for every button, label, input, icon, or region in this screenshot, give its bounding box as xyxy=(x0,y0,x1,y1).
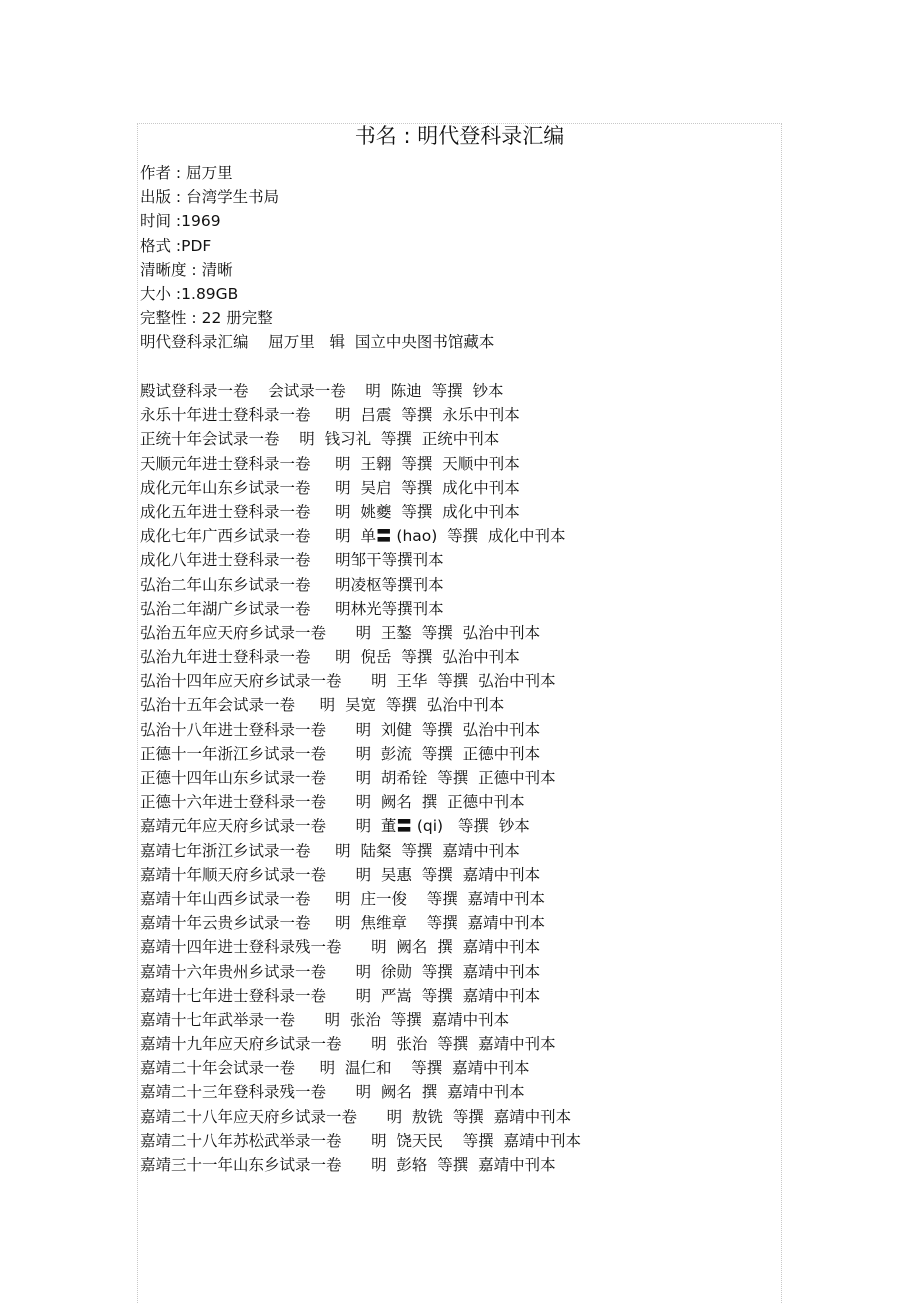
list-item: 嘉靖二十八年应天府乡试录一卷 明 敖铣 等撰 嘉靖中刊本 xyxy=(140,1107,572,1126)
list-item: 天顺元年进士登科录一卷 明 王翱 等撰 天顺中刊本 xyxy=(140,454,520,473)
list-item: 成化七年广西乡试录一卷 明 单〓 (hao) 等撰 成化中刊本 xyxy=(140,527,566,546)
list-item: 永乐十年进士登科录一卷 明 吕震 等撰 永乐中刊本 xyxy=(140,406,520,425)
list-item: 成化五年进士登科录一卷 明 姚夔 等撰 成化中刊本 xyxy=(140,502,520,521)
list-item: 殿试登科录一卷 会试录一卷 明 陈迪 等撰 钞本 xyxy=(140,382,504,400)
list-item: 成化八年进士登科录一卷 明邹干等撰刊本 xyxy=(140,551,444,570)
list-item: 弘治二年湖广乡试录一卷 明林光等撰刊本 xyxy=(140,599,444,618)
list-item: 弘治十四年应天府乡试录一卷 明 王华 等撰 弘治中刊本 xyxy=(140,672,556,691)
list-item: 弘治十八年进士登科录一卷 明 刘健 等撰 弘治中刊本 xyxy=(140,720,541,739)
list-item: 嘉靖十年顺天府乡试录一卷 明 吴惠 等撰 嘉靖中刊本 xyxy=(140,865,541,884)
list-item: 嘉靖二十年会试录一卷 明 温仁和 等撰 嘉靖中刊本 xyxy=(140,1059,530,1078)
list-item: 正德十一年浙江乡试录一卷 明 彭流 等撰 正德中刊本 xyxy=(140,744,541,763)
book-title: 书名 : 明代登科录汇编 xyxy=(354,124,565,148)
meta-collection-note: 明代登科录汇编 屈万里 辑 国立中央图书馆藏本 xyxy=(140,333,495,352)
meta-author: 作者 : 屈万里 xyxy=(140,164,233,182)
list-item: 嘉靖二十三年登科录残一卷 明 阙名 撰 嘉靖中刊本 xyxy=(140,1083,525,1102)
list-item: 嘉靖十七年武举录一卷 明 张治 等撰 嘉靖中刊本 xyxy=(140,1010,510,1029)
meta-date: 时间 :1969 xyxy=(140,212,221,231)
list-item: 嘉靖七年浙江乡试录一卷 明 陆粲 等撰 嘉靖中刊本 xyxy=(140,841,520,860)
list-item: 嘉靖十六年贵州乡试录一卷 明 徐勋 等撰 嘉靖中刊本 xyxy=(140,962,541,981)
book-meta-list xyxy=(140,161,494,355)
list-item: 嘉靖三十一年山东乡试录一卷 明 彭辂 等撰 嘉靖中刊本 xyxy=(140,1156,556,1174)
list-item: 正统十年会试录一卷 明 钱习礼 等撰 正统中刊本 xyxy=(140,430,500,449)
list-item: 嘉靖十九年应天府乡试录一卷 明 张治 等撰 嘉靖中刊本 xyxy=(140,1035,556,1054)
list-item: 正德十六年进士登科录一卷 明 阙名 撰 正德中刊本 xyxy=(140,793,525,812)
list-item: 嘉靖十年云贵乡试录一卷 明 焦维章 等撰 嘉靖中刊本 xyxy=(140,914,546,933)
list-item: 弘治十五年会试录一卷 明 吴宽 等撰 弘治中刊本 xyxy=(140,696,505,715)
list-item: 嘉靖二十八年苏松武举录一卷 明 饶天民 等撰 嘉靖中刊本 xyxy=(140,1131,581,1150)
meta-size: 大小 :1.89GB xyxy=(140,284,239,303)
list-item: 弘治九年进士登科录一卷 明 倪岳 等撰 弘治中刊本 xyxy=(140,648,520,667)
list-item: 嘉靖元年应天府乡试录一卷 明 董〓 (qi) 等撰 钞本 xyxy=(140,817,530,836)
entry-list xyxy=(140,379,581,1177)
meta-format: 格式 :PDF xyxy=(140,236,212,255)
list-item: 成化元年山东乡试录一卷 明 吴启 等撰 成化中刊本 xyxy=(140,478,520,497)
list-item: 弘治二年山东乡试录一卷 明凌枢等撰刊本 xyxy=(140,575,444,594)
meta-completeness: 完整性 : 22 册完整 xyxy=(140,309,273,328)
list-item: 嘉靖十四年进士登科录残一卷 明 阙名 撰 嘉靖中刊本 xyxy=(140,938,541,957)
meta-clarity: 清晰度 : 清晰 xyxy=(140,260,233,279)
meta-publisher: 出版 : 台湾学生书局 xyxy=(140,188,280,207)
list-item: 正德十四年山东乡试录一卷 明 胡希铨 等撰 正德中刊本 xyxy=(140,769,556,787)
list-item: 弘治五年应天府乡试录一卷 明 王鏊 等撰 弘治中刊本 xyxy=(140,623,541,642)
list-item: 嘉靖十七年进士登科录一卷 明 严嵩 等撰 嘉靖中刊本 xyxy=(140,986,541,1005)
list-item: 嘉靖十年山西乡试录一卷 明 庄一俊 等撰 嘉靖中刊本 xyxy=(140,889,546,908)
